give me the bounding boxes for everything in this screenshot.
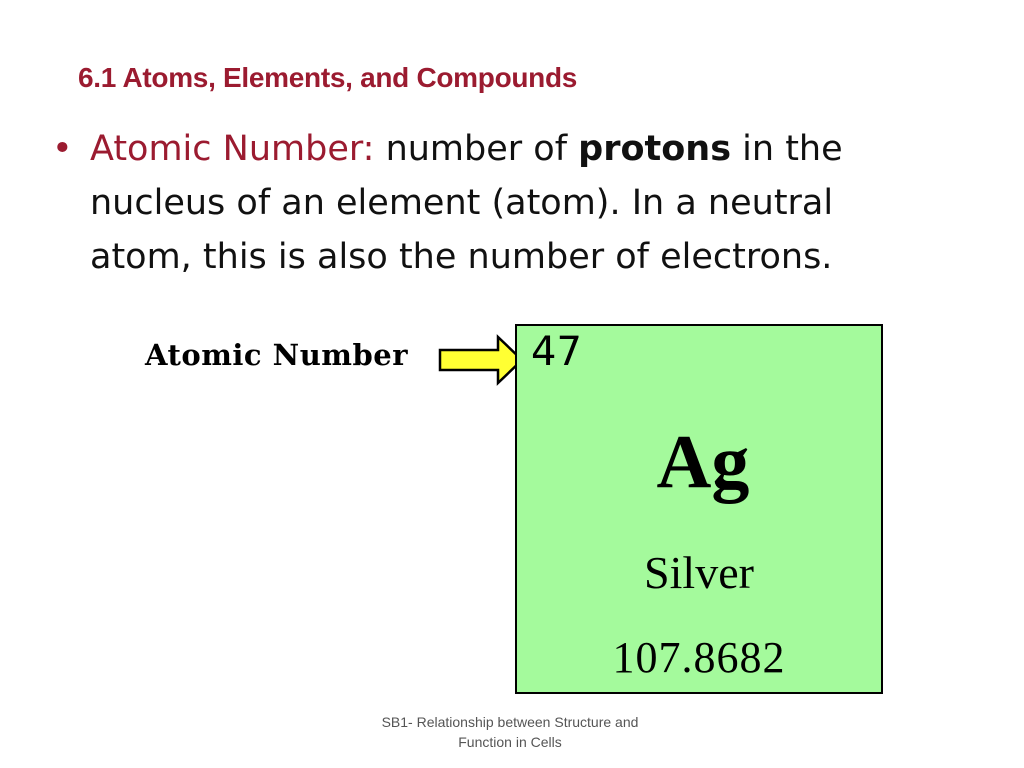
element-name: Silver bbox=[644, 547, 754, 598]
element-atomic-number: 47 bbox=[531, 329, 582, 375]
bullet-term: Atomic Number: bbox=[90, 129, 375, 169]
right-arrow-icon bbox=[438, 334, 524, 386]
bullet-glyph: • bbox=[52, 129, 73, 169]
footer-line-1: SB1- Relationship between Structure and bbox=[381, 714, 639, 730]
slide-title: 6.1 Atoms, Elements, and Compounds bbox=[78, 62, 578, 93]
slide-footer bbox=[350, 712, 670, 752]
element-symbol: Ag bbox=[656, 420, 750, 504]
bullet-item bbox=[52, 122, 912, 284]
bullet-text-before-bold: number of bbox=[374, 129, 579, 169]
atomic-number-label: Atomic Number bbox=[145, 338, 408, 372]
footer-line-2: Function in Cells bbox=[458, 734, 562, 750]
bullet-text-after-bold: in the nucleus of an element (atom). In a neutral atom, this is also the number of electrons. bbox=[90, 129, 843, 277]
bullet-bold-word: protons bbox=[578, 129, 732, 169]
bullet-text bbox=[90, 122, 912, 284]
arrow-shape bbox=[440, 337, 522, 383]
element-atomic-mass: 107.8682 bbox=[612, 633, 786, 682]
element-tile bbox=[515, 324, 883, 694]
